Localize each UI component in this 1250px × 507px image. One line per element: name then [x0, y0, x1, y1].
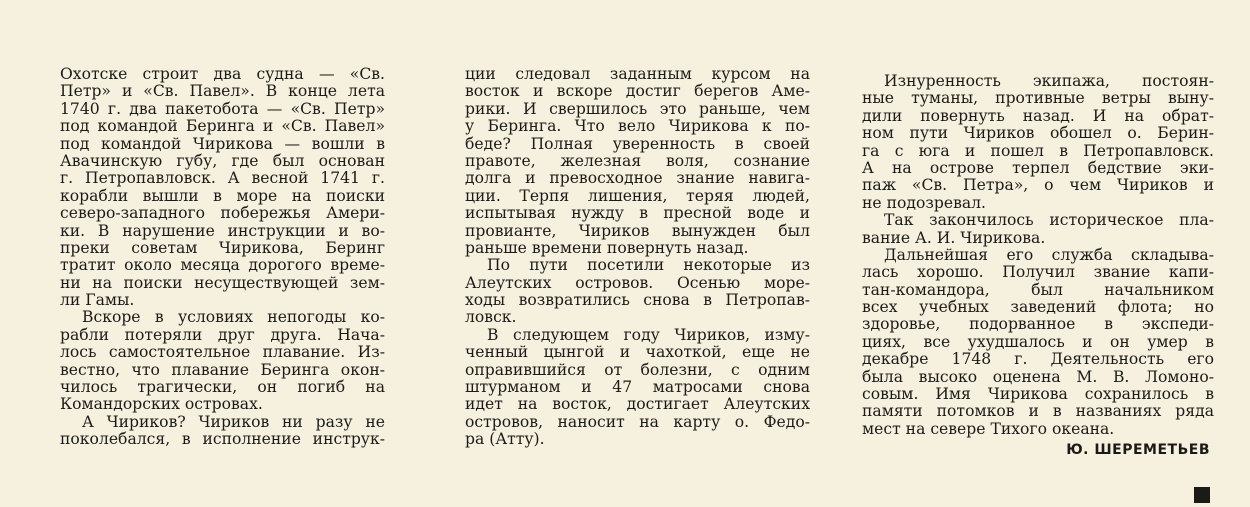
- text-line: дили повернуть назад. И на обрат-: [862, 107, 1214, 125]
- end-of-article-mark: [1194, 487, 1210, 503]
- text-line: ные туманы, противные ветры выну-: [862, 90, 1214, 108]
- text-line: Изнуренность экипажа, постоян-: [884, 73, 1214, 90]
- text-line: циях, все ухудшалось и он умер в: [862, 333, 1214, 351]
- text-line: вестно, что плавание Беринга окон-: [60, 361, 385, 379]
- author-signature: Ю. ШЕРЕМЕТЬЕВ: [1066, 442, 1210, 459]
- text-line: Петр» и «Св. Павел». В конце лета: [60, 83, 385, 101]
- text-line: не подозревал.: [862, 194, 987, 212]
- text-column-1: [60, 66, 385, 449]
- text-line: рики. И свершилось это раньше, чем: [465, 100, 810, 118]
- text-line: совым. Имя Чирикова сохранилось в: [862, 386, 1214, 404]
- text-line: беде? Полная уверенность в своей: [465, 135, 810, 153]
- text-line: ции. Терпя лишения, теряя людей,: [465, 187, 810, 205]
- text-line: ловск.: [465, 309, 517, 327]
- text-line: оправившийся от болезни, с одним: [465, 361, 810, 379]
- text-line: преки советам Чирикова, Беринг: [60, 239, 385, 257]
- text-line: Авачинскую губу, где был основан: [60, 152, 385, 170]
- text-line: лась хорошо. Получил звание капи-: [862, 264, 1214, 282]
- text-line: ра (Атту).: [465, 431, 545, 449]
- text-line: паж «Св. Петра», о чем Чириков и: [862, 177, 1214, 195]
- text-line: под командой Чирикова — вошли в: [60, 135, 385, 153]
- text-line: здоровье, подорванное в экспеди-: [862, 316, 1214, 334]
- text-line: Охотске строит два судна — «Св.: [60, 66, 385, 83]
- text-line: поколебался, в исполнение инструк-: [60, 431, 385, 449]
- text-line: штурманом и 47 матросами снова: [465, 379, 810, 397]
- text-line: была высоко оценена М. В. Ломоно-: [862, 368, 1214, 386]
- text-line: 1740 г. два пакетобота — «Св. Петр»: [60, 100, 385, 118]
- text-line: долга и превосходное знание навига-: [465, 170, 810, 188]
- text-line: Вскоре в условиях непогоды ко-: [82, 309, 385, 327]
- text-column-3: [862, 73, 1214, 458]
- text-line: г. Петропавловск. А весной 1741 г.: [60, 170, 385, 188]
- text-column-2: [465, 66, 810, 449]
- text-line: идет на восток, достигает Алеутских: [465, 396, 810, 414]
- text-line: под командой Беринга и «Св. Павел»: [60, 118, 385, 136]
- text-line: ходы возвратились снова в Петропав-: [465, 292, 810, 310]
- text-line: вание А. И. Чирикова.: [862, 229, 1046, 247]
- text-line: всех учебных заведений флота; но: [862, 299, 1214, 317]
- text-line: правоте, железная воля, сознание: [465, 152, 810, 170]
- text-line: тратит около месяца дорогого време-: [60, 257, 385, 275]
- text-line: провианте, Чириков вынужден был: [465, 222, 810, 240]
- text-line: В следующем году Чириков, изму-: [487, 326, 810, 344]
- text-line: декабре 1748 г. Деятельность его: [862, 351, 1214, 369]
- text-line: Так закончилось историческое пла-: [884, 212, 1214, 230]
- text-line: По пути посетили некоторые из: [487, 257, 810, 275]
- text-line: ции следовал заданным курсом на: [465, 66, 810, 83]
- text-line: ном пути Чириков обошел о. Берин-: [862, 125, 1214, 143]
- text-line: чилось трагически, он погиб на: [60, 379, 385, 397]
- text-line: северо-западного побережья Амери-: [60, 205, 385, 223]
- text-line: Алеутских островов. Осенью море-: [465, 274, 810, 292]
- text-line: у Беринга. Что вело Чирикова к по-: [465, 118, 810, 136]
- text-line: корабли вышли в море на поиски: [60, 187, 385, 205]
- text-line: А Чириков? Чириков ни разу не: [82, 413, 385, 431]
- text-line: ки. В нарушение инструкции и во-: [60, 222, 385, 240]
- text-line: мест на севере Тихого океана.: [862, 420, 1115, 438]
- text-line: ченный цынгой и чахоткой, еще не: [465, 344, 810, 362]
- text-line: раньше времени повернуть назад.: [465, 239, 749, 257]
- text-line: памяти потомков и в названиях ряда: [862, 403, 1214, 421]
- text-line: рабли потеряли друг друга. Нача-: [60, 326, 385, 344]
- text-line: восток и вскоре достиг берегов Аме-: [465, 83, 810, 101]
- text-line: А на острове терпел бедствие эки-: [862, 159, 1214, 177]
- text-line: Командорских островах.: [60, 396, 263, 414]
- text-line: тан-командора, был начальником: [862, 281, 1214, 299]
- column-3-lines: [862, 73, 1214, 438]
- text-line: испытывая нужду в пресной воде и: [465, 205, 810, 223]
- text-line: га с юга и пошел в Петропавловск.: [862, 142, 1214, 160]
- text-line: лось самостоятельное плавание. Из-: [60, 344, 385, 362]
- text-line: ни на поиски несуществующей зем-: [60, 274, 385, 292]
- text-line: Дальнейшая его служба складыва-: [884, 246, 1214, 264]
- text-line: островов, наносит на карту о. Федо-: [465, 413, 810, 431]
- text-line: ли Гамы.: [60, 292, 135, 310]
